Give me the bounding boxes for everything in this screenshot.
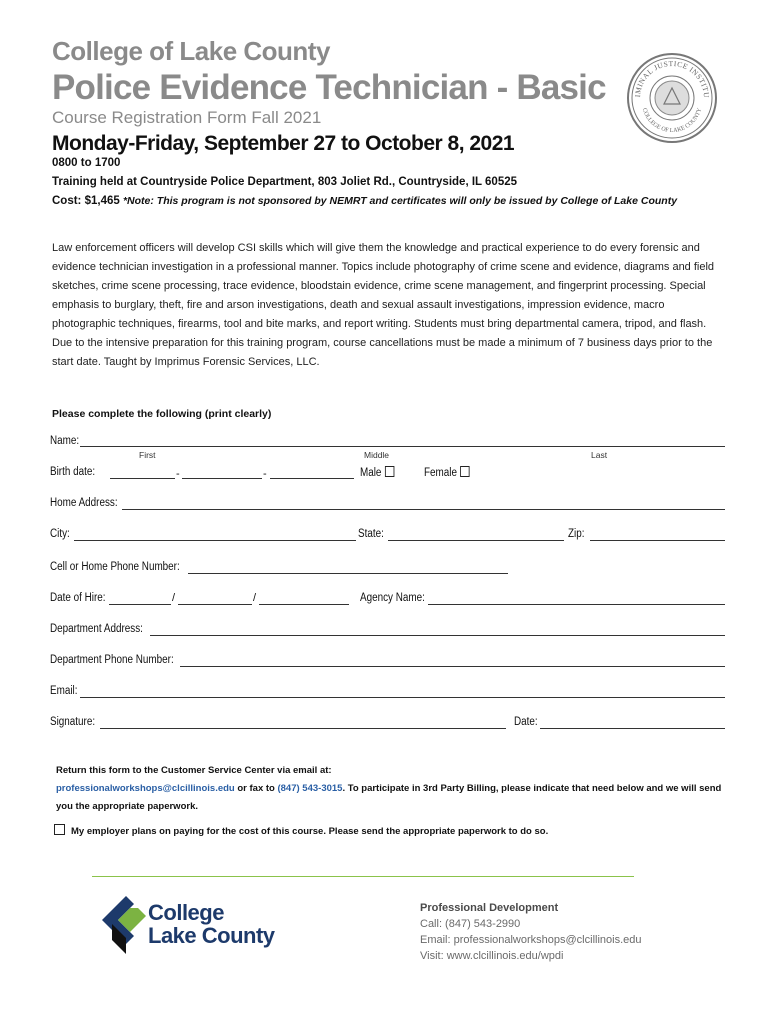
date-of-hire-label: Date of Hire:: [50, 592, 106, 604]
female-option[interactable]: [424, 466, 470, 479]
home-address-label: Home Address:: [50, 497, 118, 509]
phone-field[interactable]: [188, 573, 508, 574]
fax-number: (847) 543-3015: [277, 783, 343, 794]
male-label: Male: [360, 467, 382, 479]
female-label: Female: [424, 467, 457, 479]
or-fax-text: or fax to: [234, 783, 278, 794]
date-label: Date:: [514, 716, 538, 728]
course-dates: Monday-Friday, September 27 to October 8, 2021: [52, 132, 515, 155]
form-subtitle: Course Registration Form Fall 2021: [52, 108, 322, 127]
city-field[interactable]: [74, 540, 356, 541]
hire-date-separator: /: [253, 592, 257, 604]
course-description: Law enforcement officers will develop CSI skills which will give them the knowledge and practical experience to do every forensic and evidence technician investigation in a professional manner. Topics include photography of crime scene and evidence, diagrams and field sketches, crime scene processing, trace evidence, bloodstain evidence, crime scene management, and fingerprint processing. Special emphasis to burglary, theft, fire and arson investigations, death and sexual assault investigations, impression evidence, macro photographic techniques, firearms, tool and bite marks, and report writing. Students must bring departmental camera, tripod, and flash. Due to the intensive preparation for this training program, course cancellations must be made a minimum of 7 business days prior to the start date. Taught by Imprimus Forensic Services, LLC.: [52, 242, 715, 368]
form-instructions: Please complete the following (print clearly): [52, 408, 272, 420]
department-phone-field[interactable]: [180, 666, 725, 667]
footer-divider: [92, 876, 634, 877]
course-cost-line: [52, 195, 677, 207]
date-field[interactable]: [540, 728, 725, 729]
name-field[interactable]: [80, 446, 725, 447]
college-name: College of Lake County: [52, 36, 330, 66]
birth-day-field[interactable]: [182, 478, 262, 479]
criminal-justice-institute-seal: [626, 52, 718, 144]
birth-date-separator: -: [176, 468, 180, 480]
email-field[interactable]: [80, 697, 725, 698]
home-address-field[interactable]: [122, 509, 725, 510]
hire-date-separator: /: [172, 592, 176, 604]
seal-top-text: IMINAL JUSTICE INSTITU: [632, 58, 712, 99]
agency-name-field[interactable]: [428, 604, 725, 605]
signature-label: Signature:: [50, 716, 96, 728]
seal-bottom-text: COLLEGE OF LAKE COUNTY: [640, 107, 704, 135]
phone-label: Cell or Home Phone Number:: [50, 561, 180, 573]
course-time: 0800 to 1700: [52, 157, 121, 169]
pd-call: Call: (847) 543-2990: [420, 918, 521, 930]
cost-note: *Note: This program is not sponsored by NEMRT and certificates will only be issued by College of Lake County: [122, 195, 678, 207]
department-phone-label: Department Phone Number:: [50, 654, 174, 666]
zip-field[interactable]: [590, 540, 725, 541]
department-address-field[interactable]: [150, 635, 725, 636]
return-email-link[interactable]: professionalworkshops@clcillinois.edu: [56, 783, 235, 794]
city-label: City:: [50, 528, 70, 540]
clc-logo-mark-icon: [96, 894, 148, 956]
hire-month-field[interactable]: [109, 604, 171, 605]
employer-pay-label: My employer plans on paying for the cost of this course. Please send the appropriate paperwork to do so.: [71, 826, 549, 837]
professional-development-contact: [420, 900, 641, 964]
birth-date-label: Birth date:: [50, 466, 96, 478]
birth-date-separator: -: [263, 468, 267, 480]
male-option[interactable]: [360, 466, 394, 479]
department-address-label: Department Address:: [50, 623, 143, 635]
logo-line-lake-county: Lake County: [148, 923, 275, 948]
pd-title: Professional Development: [420, 902, 559, 914]
employer-pay-checkbox[interactable]: [54, 824, 65, 835]
name-label: Name:: [50, 435, 80, 447]
female-checkbox[interactable]: [460, 466, 469, 477]
pd-email[interactable]: Email: professionalworkshops@clcillinois.edu: [420, 934, 642, 946]
return-instructions: [56, 762, 726, 816]
last-name-caption: Last: [591, 450, 608, 460]
hire-day-field[interactable]: [178, 604, 252, 605]
zip-label: Zip:: [568, 528, 585, 540]
agency-name-label: Agency Name:: [360, 592, 425, 604]
hire-year-field[interactable]: [259, 604, 349, 605]
logo-line-college: College: [148, 900, 224, 925]
signature-field[interactable]: [100, 728, 506, 729]
college-lake-county-logo: [96, 894, 276, 958]
state-field[interactable]: [388, 540, 564, 541]
birth-month-field[interactable]: [110, 478, 175, 479]
employer-pay-option[interactable]: [54, 824, 548, 837]
email-label: Email:: [50, 685, 78, 697]
return-details: [56, 780, 726, 816]
birth-year-field[interactable]: [270, 478, 354, 479]
return-line: Return this form to the Customer Service Center via email at:: [56, 765, 332, 776]
first-name-caption: First: [139, 450, 156, 460]
state-label: State:: [358, 528, 384, 540]
pd-visit[interactable]: Visit: www.clcillinois.edu/wpdi: [420, 950, 564, 962]
course-cost: Cost: $1,465: [52, 195, 120, 207]
billing-text: . To participate in 3rd Party Billing, please indicate that need below and we will send you the appropriate paperwork.: [56, 783, 722, 812]
male-checkbox[interactable]: [385, 466, 394, 477]
course-location: Training held at Countryside Police Department, 803 Joliet Rd., Countryside, IL 60525: [52, 176, 518, 188]
page-title: Police Evidence Technician - Basic: [52, 68, 606, 107]
middle-name-caption: Middle: [364, 450, 390, 460]
